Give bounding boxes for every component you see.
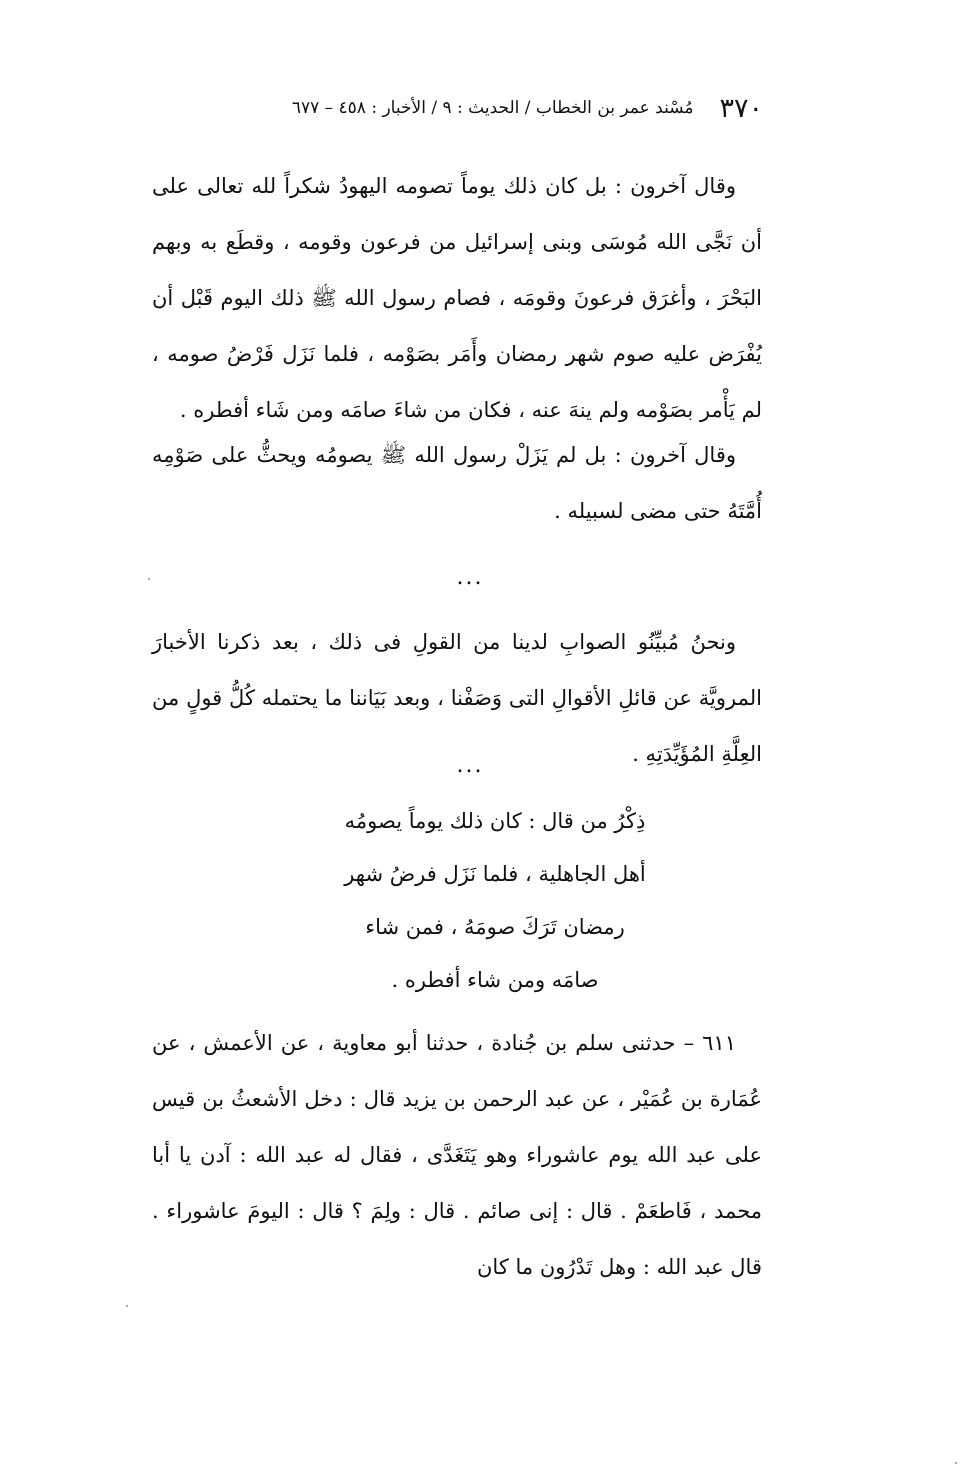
scan-speck: [955, 1462, 957, 1464]
paragraph-others-said-jews: وقال آخرون : بل كان ذلك يوماً تصومه اليهودُ شكراً لله تعالى على أن نَجَّى الله مُوسَى وبنى إسرائيل من فرعون وقومه ، وقطَع به وبهم البَحْرَ ، وأغرَق فرعونَ وقومَه ، فصام رسول الله ﷺ ذلك اليوم قَبْل أن يُفْرَض عليه صوم شهر رمضان وأَمَر بصَوْمه ، فلما نَزَل فَرْضُ صومه ، لم يَأْمر بصَوْمه ولم ينهَ عنه ، فكان من شاءَ صامَه ومن شَاء أفطره .: [152, 174, 762, 422]
scan-speck: [148, 578, 150, 580]
section-heading: [330, 795, 660, 1007]
section-heading-line: أهل الجاهلية ، فلما نَزَل فرضُ شهر: [344, 862, 646, 886]
paragraph-author-note: ونحنُ مُبيِّنُو الصوابِ لدينا من القولِ فى ذلك ، بعد ذكرنا الأخبارَ المرويَّة عن قائلِ الأقوالِ التى وَصَفْنا ، وبعد بَيَاننا ما يحتمله كُلُّ قولٍ من العِلَّةِ المُؤَيِّدَتِهِ .: [152, 630, 762, 766]
separator-dots: ...: [456, 753, 484, 778]
page-number: ٣٧٠: [719, 92, 763, 124]
running-head: مُسْند عمر بن الخطاب / الحديث : ٩ / الأخبار : ٤٥٨ – ٦٧٧: [291, 98, 694, 118]
paragraph-others-said-prophet: وقال آخرون : بل لم يَزَلْ رسول الله ﷺ يصومُه ويحثُّ على صَوْمِه أُمَّتَهُ حتى مضى لسبيله .: [152, 443, 762, 523]
section-heading-line: صامَه ومن شاء أفطره .: [391, 968, 599, 992]
separator-dots: ...: [456, 565, 484, 590]
scan-speck: [126, 1305, 128, 1307]
section-heading-line: رمضان تَرَكَ صومَهُ ، فمن شاء: [365, 915, 625, 939]
page-header: [228, 88, 763, 128]
hadith-611-paragraph: ٦١١ – حدثنى سلم بن جُنادة ، حدثنا أبو معاوية ، عن الأعمش ، عن عُمَارة بن عُمَيْر ، عن عبد الرحمن بن يزيد قال : دخل الأشعثُ بن قيس على عبد الله يوم عاشوراء وهو يَتَغَدَّى ، فقال له عبد الله : آدن يا أبا محمد ، فَاطعَمْ . قال : إنى صائم . قال : ولِمَ ؟ قال : اليومَ عاشوراء . قال عبد الله : وهل تَدْرُون ما كان: [152, 1031, 762, 1279]
section-heading-line: ذِكْرُ من قال : كان ذلك يوماً يصومُه: [344, 809, 646, 833]
